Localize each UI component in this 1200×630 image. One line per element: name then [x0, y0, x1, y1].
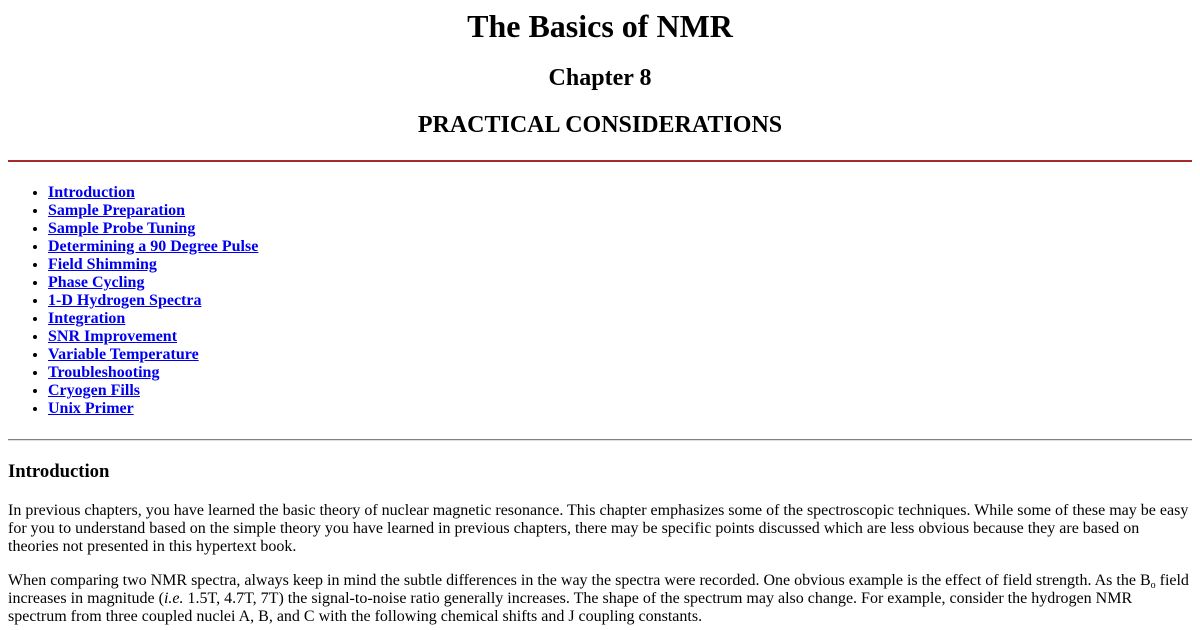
toc-link-introduction[interactable]: Introduction — [48, 184, 135, 201]
toc-link-sample-preparation[interactable]: Sample Preparation — [48, 202, 186, 219]
page-title: The Basics of NMR — [467, 8, 733, 44]
toc-item-phase-cycling — [48, 274, 1192, 292]
toc-item-unix-primer — [48, 400, 1192, 418]
toc-link-90-degree-pulse[interactable]: Determining a 90 Degree Pulse — [48, 238, 259, 255]
toc-item-90-degree-pulse — [48, 238, 1192, 256]
section-heading-introduction: Introduction — [8, 461, 110, 482]
toc-link-1d-hydrogen-spectra[interactable]: 1-D Hydrogen Spectra — [48, 292, 202, 309]
intro-paragraph-1: In previous chapters, you have learned the basic theory of nuclear magnetic resonance. This chapter emphasizes some of the spectroscopic techniques. While some of these may be easy for you to understand based on the simple theory you have learned in previous chapters, there may be specific points discussed which are less obvious because they are based on theories not presented in this hypertext book. — [8, 502, 1189, 555]
toc-item-field-shimming — [48, 256, 1192, 274]
toc-link-snr-improvement[interactable]: SNR Improvement — [48, 328, 178, 345]
intro-paragraph-2-text-c: 1.5T, 4.7T, 7T) the signal-to-noise ratio generally increases. The shape of the spectrum may also change. For example, consider the hydrogen NMR spectrum from three coupled nuclei A, B, and C with the following chemical shifts and J coupling constants. — [8, 590, 1133, 625]
toc-item-integration — [48, 310, 1192, 328]
ie-abbreviation: i.e. — [163, 590, 184, 607]
toc-link-cryogen-fills[interactable]: Cryogen Fills — [48, 382, 140, 399]
toc-link-unix-primer[interactable]: Unix Primer — [48, 400, 134, 417]
toc-item-troubleshooting — [48, 364, 1192, 382]
header-divider — [8, 160, 1192, 162]
toc-link-phase-cycling[interactable]: Phase Cycling — [48, 274, 145, 291]
toc-item-1d-hydrogen-spectra — [48, 292, 1192, 310]
toc-item-sample-preparation — [48, 202, 1192, 220]
toc-item-introduction — [48, 184, 1192, 202]
intro-paragraph-2 — [8, 572, 1192, 626]
toc-link-troubleshooting[interactable]: Troubleshooting — [48, 364, 160, 381]
b-field-subscript: o — [1150, 580, 1156, 591]
toc-link-field-shimming[interactable]: Field Shimming — [48, 256, 157, 273]
intro-paragraph-2-text-b: field increases in magnitude ( — [8, 572, 1189, 607]
toc-item-sample-probe-tuning — [48, 220, 1192, 238]
chapter-title: PRACTICAL CONSIDERATIONS — [417, 112, 783, 138]
toc-item-cryogen-fills — [48, 382, 1192, 400]
toc-item-variable-temperature — [48, 346, 1192, 364]
toc-link-variable-temperature[interactable]: Variable Temperature — [48, 346, 199, 363]
section-divider — [8, 439, 1192, 441]
toc-item-snr-improvement — [48, 328, 1192, 346]
toc-link-integration[interactable]: Integration — [48, 310, 126, 327]
intro-paragraph-2-text-a: When comparing two NMR spectra, always keep in mind the subtle differences in the way the spectra were recorded. One obvious example is the effect of field strength. As the B — [8, 572, 1151, 589]
chapter-number: Chapter 8 — [548, 65, 652, 91]
table-of-contents — [8, 184, 1192, 418]
toc-link-sample-probe-tuning[interactable]: Sample Probe Tuning — [48, 220, 196, 237]
